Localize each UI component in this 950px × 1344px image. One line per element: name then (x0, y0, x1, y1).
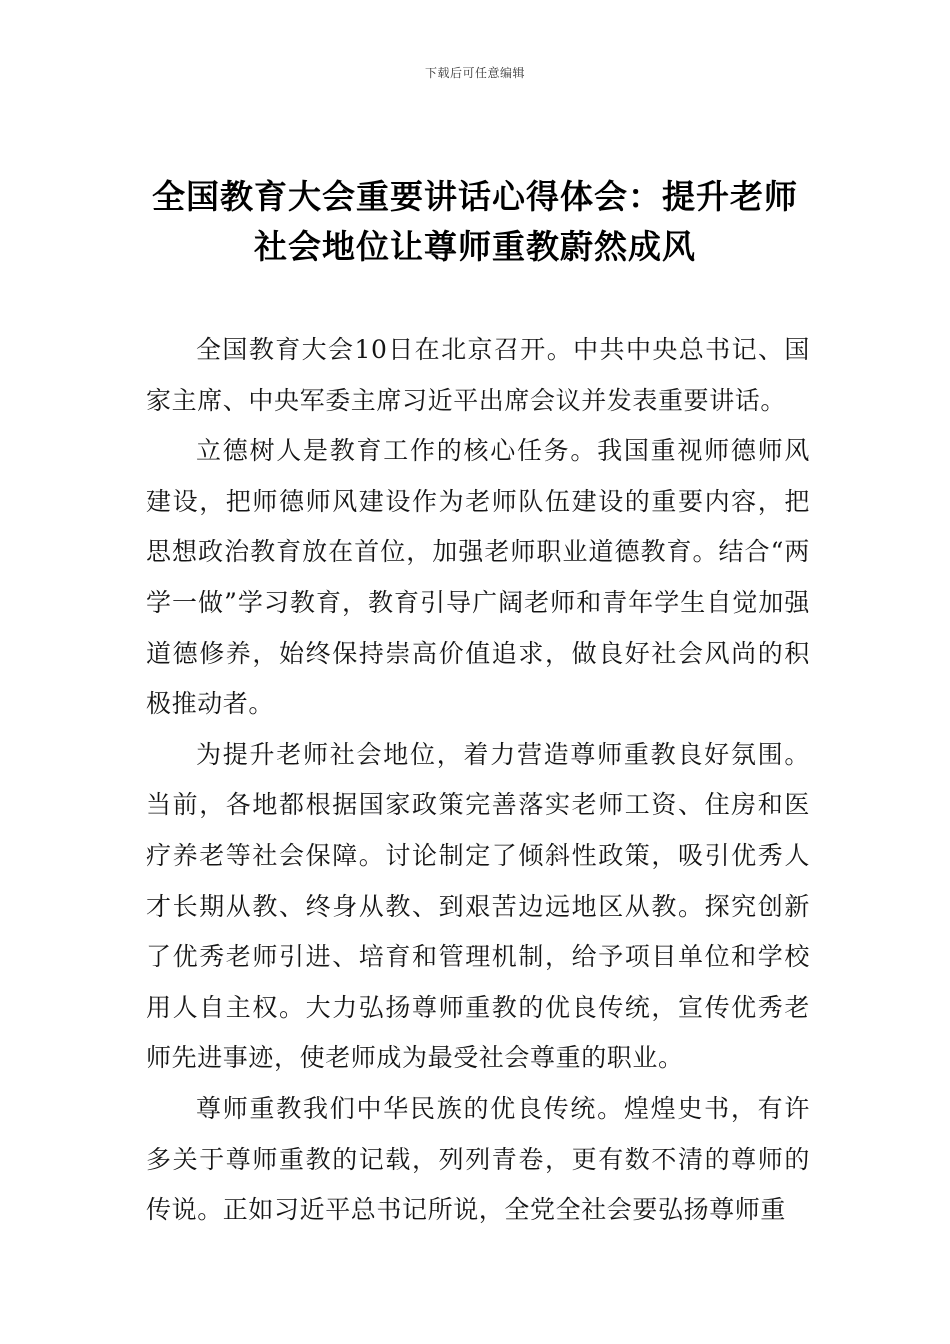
document-body (146, 325, 810, 1236)
paragraph-4: 尊师重教我们中华民族的优良传统。煌煌史书，有许多关于尊师重教的记载，列列青卷，更有数不清的尊师的传说。正如习近平总书记所说，全党全社会要弘扬尊师重 (146, 1093, 810, 1225)
paragraph-3: 为提升老师社会地位，着力营造尊师重教良好氛围。当前，各地都根据国家政策完善落实老师工资、住房和医疗养老等社会保障。讨论制定了倾斜性政策，吸引优秀人才长期从教、终身从教、到艰苦边远地区从教。探究创新了优秀老师引进、培育和管理机制，给予项目单位和学校用人自主权。大力弘扬尊师重教的优良传统，宣传优秀老师先进事迹，使老师成为最受社会尊重的职业。 (146, 739, 810, 1073)
page-header-note: 下载后可任意编辑 (424, 66, 525, 80)
document-title: 全国教育大会重要讲话心得体会：提升老师社会地位让尊师重教蔚然成风 (152, 177, 798, 266)
paragraph-1: 全国教育大会10日在北京召开。中共中央总书记、国家主席、中央军委主席习近平出席会议并发表重要讲话。 (146, 335, 810, 415)
paragraph-2: 立德树人是教育工作的核心任务。我国重视师德师风建设，把师德师风建设作为老师队伍建设的重要内容，把思想政治教育放在首位，加强老师职业道德教育。结合“两学一做”学习教育，教育引导广阔老师和青年学生自觉加强道德修养，始终保持崇高价值追求，做良好社会风尚的积极推动者。 (146, 436, 810, 719)
